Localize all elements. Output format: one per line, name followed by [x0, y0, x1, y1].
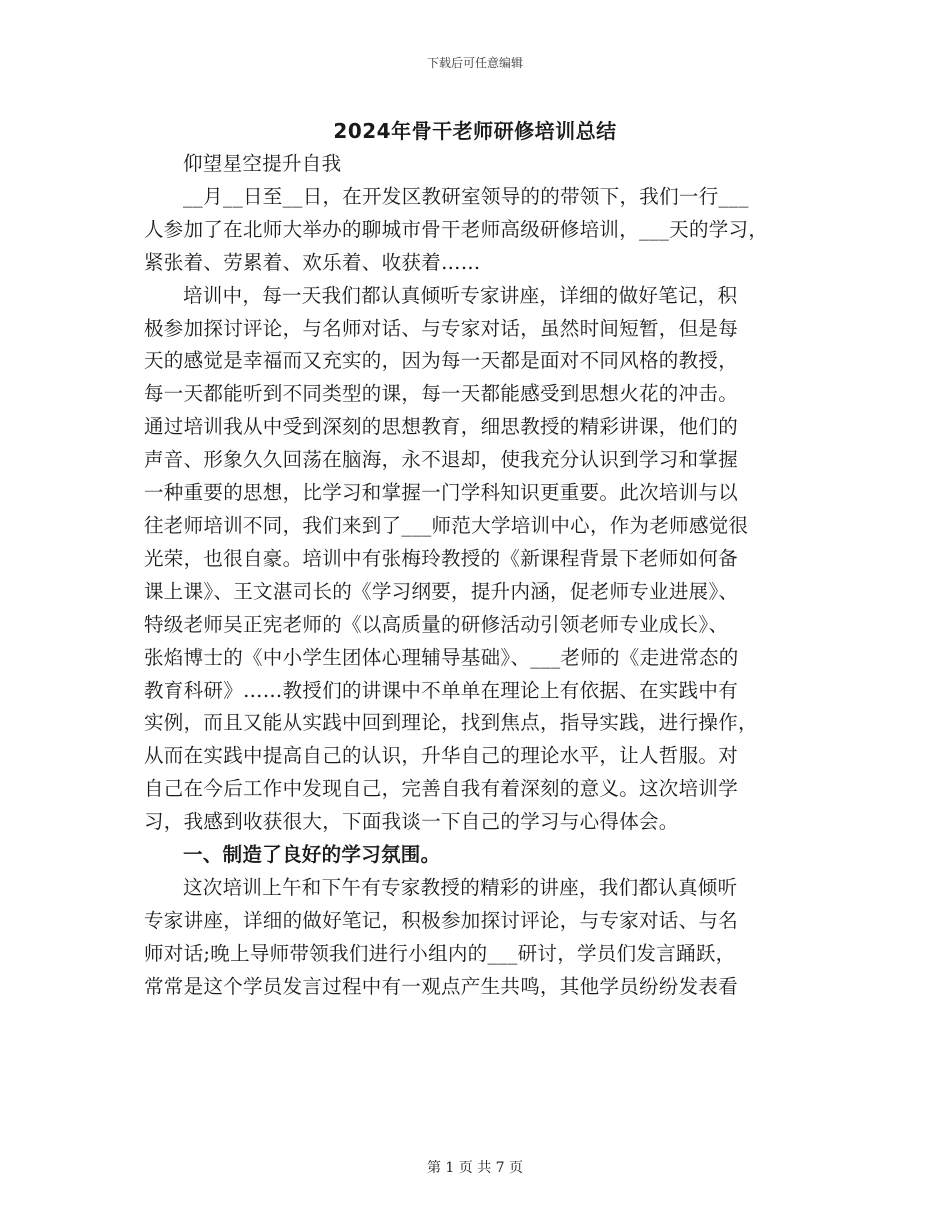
- text-line: 声音、形象久久回荡在脑海，永不退却，使我充分认识到学习和掌握: [144, 448, 739, 472]
- text-line: 特级老师吴正宪老师的《以高质量的研修活动引领老师专业成长》、: [144, 612, 729, 636]
- text-line: 紧张着、劳累着、欢乐着、收获着……: [144, 250, 481, 274]
- text-line: 培训中，每一天我们都认真倾听专家讲座，详细的做好笔记，积: [183, 283, 738, 307]
- text-line: __月__日至__日，在开发区教研室领导的的带领下，我们一行___: [183, 184, 749, 208]
- paragraph-2: [144, 280, 808, 839]
- text-line: 常常是这个学员发言过程中有一观点产生共鸣，其他学员纷纷发表看: [144, 974, 739, 998]
- paragraph-1: [144, 181, 808, 280]
- page-number: 第 1 页 共 7 页: [426, 1160, 524, 1176]
- text-line: 从而在实践中提高自己的认识，升华自己的理论水平，让人哲服。对: [144, 744, 739, 768]
- text-line: 师对话;晚上导师带领我们进行小组内的___研讨，学员们发言踊跃，: [144, 941, 736, 965]
- document-title: 2024年骨干老师研修培训总结: [333, 119, 617, 143]
- text-line: 教育科研》……教授们的讲课中不单单在理论上有依据、在实践中有: [144, 678, 739, 702]
- text-line: 专家讲座，详细的做好笔记，积极参加探讨评论，与专家对话、与名: [144, 908, 739, 932]
- text-line: 一种重要的思想，比学习和掌握一门学科知识更重要。此次培训与以: [144, 481, 739, 505]
- text-line: 习，我感到收获很大，下面我谈一下自己的学习与心得体会。: [144, 810, 679, 834]
- text-line: 极参加探讨评论，与名师对话、与专家对话，虽然时间短暂，但是每: [144, 316, 739, 340]
- text-line: 光荣，也很自豪。培训中有张梅玲教授的《新课程背景下老师如何备: [144, 546, 739, 570]
- text-line: 张焰博士的《中小学生团体心理辅导基础》、___老师的《走进常态的: [144, 645, 739, 669]
- text-line: 每一天都能听到不同类型的课，每一天都能感受到思想火花的冲击。: [144, 382, 739, 406]
- text-line: 自己在今后工作中发现自己，完善自我有着深刻的意义。这次培训学: [144, 777, 739, 801]
- text-line: 实例，而且又能从实践中回到理论，找到焦点，指导实践，进行操作，: [144, 711, 758, 735]
- text-line: 天的感觉是幸福而又充实的，因为每一天都是面对不同风格的教授，: [144, 349, 739, 373]
- text-line: 课上课》、王文湛司长的《学习纲要，提升内涵，促老师专业进展》、: [144, 579, 739, 603]
- section-heading: 一、制造了良好的学习氛围。: [183, 843, 441, 867]
- text-line: 人参加了在北师大举办的聊城市骨干老师高级研修培训，___天的学习，: [144, 217, 769, 241]
- document-subtitle: 仰望星空提升自我: [183, 152, 342, 175]
- document-body: [144, 148, 808, 1004]
- text-line: 往老师培训不同，我们来到了___师范大学培训中心，作为老师感觉很: [144, 513, 749, 537]
- paragraph-3: [144, 872, 808, 1004]
- text-line: 通过培训我从中受到深刻的思想教育，细思教授的精彩讲课，他们的: [144, 415, 739, 439]
- text-line: 这次培训上午和下午有专家教授的精彩的讲座，我们都认真倾听: [183, 875, 738, 899]
- page-header-note: 下载后可任意编辑: [426, 56, 523, 70]
